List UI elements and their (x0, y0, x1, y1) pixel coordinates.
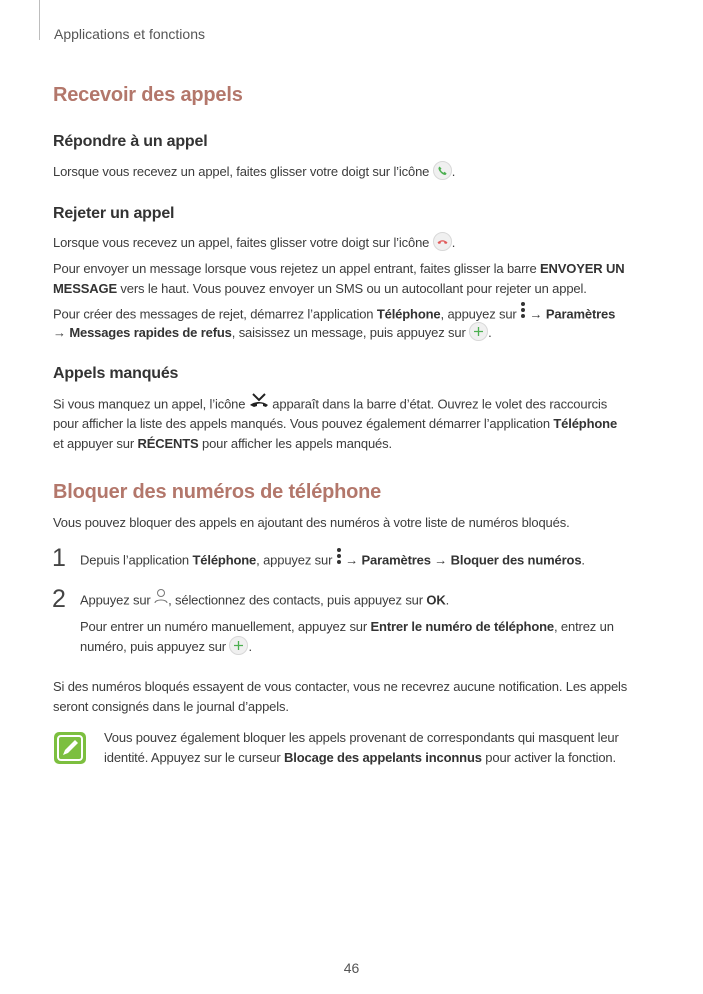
reject-call-text-3: MESSAGE vers le haut. Vous pouvez envoyer un SMS ou un autocollant pour rejeter un appel. (53, 281, 587, 296)
missed-call-icon (249, 392, 269, 414)
note-pencil-icon (53, 731, 87, 765)
step-1-number: 1 (52, 544, 66, 572)
plus-icon (229, 636, 248, 655)
step-2-text-2: Pour entrer un numéro manuellement, appuyez sur Entrer le numéro de téléphone, entrez un (80, 619, 614, 634)
section-title-block-numbers: Bloquer des numéros de téléphone (53, 481, 382, 503)
answer-call-text: Lorsque vous recevez un appel, faites glisser votre doigt sur l’icône . (53, 162, 653, 182)
page-number: 46 (343, 960, 360, 976)
reject-call-text-2: Pour envoyer un message lorsque vous rejetez un appel entrant, faites glisser la barre ENVOYER UN (53, 261, 625, 276)
section-title-receive-calls: Recevoir des appels (53, 84, 243, 106)
step-1-text: Depuis l’application Téléphone, appuyez sur → Paramètres → Bloquer des numéros. (80, 549, 680, 573)
missed-calls-text-3: et appuyer sur RÉCENTS pour afficher les appels manqués. (53, 436, 392, 451)
reject-call-text-1: Lorsque vous recevez un appel, faites glisser votre doigt sur l’icône . (53, 233, 653, 253)
reject-call-text-4: Pour créer des messages de rejet, démarrez l’application Téléphone, appuyez sur → Paramètres (53, 303, 653, 327)
heading-reject-call: Rejeter un appel (53, 205, 175, 222)
heading-missed-calls: Appels manqués (53, 365, 179, 382)
page-header: Applications et fonctions (54, 26, 205, 42)
block-intro: Vous pouvez bloquer des appels en ajoutant des numéros à votre liste de numéros bloqués. (53, 515, 570, 530)
heading-answer-call: Répondre à un appel (53, 133, 208, 150)
step-2-number: 2 (52, 585, 66, 613)
step-2-text-1: Appuyez sur , sélectionnez des contacts, puis appuyez sur OK. (80, 590, 680, 612)
blocked-info-1: Si des numéros bloqués essayent de vous contacter, vous ne recevrez aucune notification. Les appels (53, 679, 628, 694)
phone-reject-icon (433, 232, 452, 251)
note-text-2: identité. Appuyez sur le curseur Blocage des appelants inconnus pour activer la fonction. (104, 750, 616, 765)
plus-icon (469, 322, 488, 341)
note-text-1: Vous pouvez également bloquer les appels provenant de correspondants qui masquent leur (104, 730, 619, 745)
header-rule (39, 0, 40, 40)
contact-icon (154, 588, 168, 610)
phone-accept-icon (433, 161, 452, 180)
step-2-text-3: numéro, puis appuyez sur . (80, 637, 680, 657)
more-vertical-icon (336, 547, 342, 571)
blocked-info-2: seront consignés dans le journal d’appels. (53, 699, 289, 714)
more-vertical-icon (520, 301, 526, 325)
reject-call-text-5: → Messages rapides de refus, saisissez un message, puis appuyez sur . (53, 323, 653, 343)
missed-calls-text-2: pour afficher la liste des appels manqués. Vous pouvez également démarrer l’application Téléphone (53, 416, 618, 431)
missed-calls-text-1: Si vous manquez un appel, l’icône apparaît dans la barre d’état. Ouvrez le volet des raccourcis (53, 394, 653, 416)
